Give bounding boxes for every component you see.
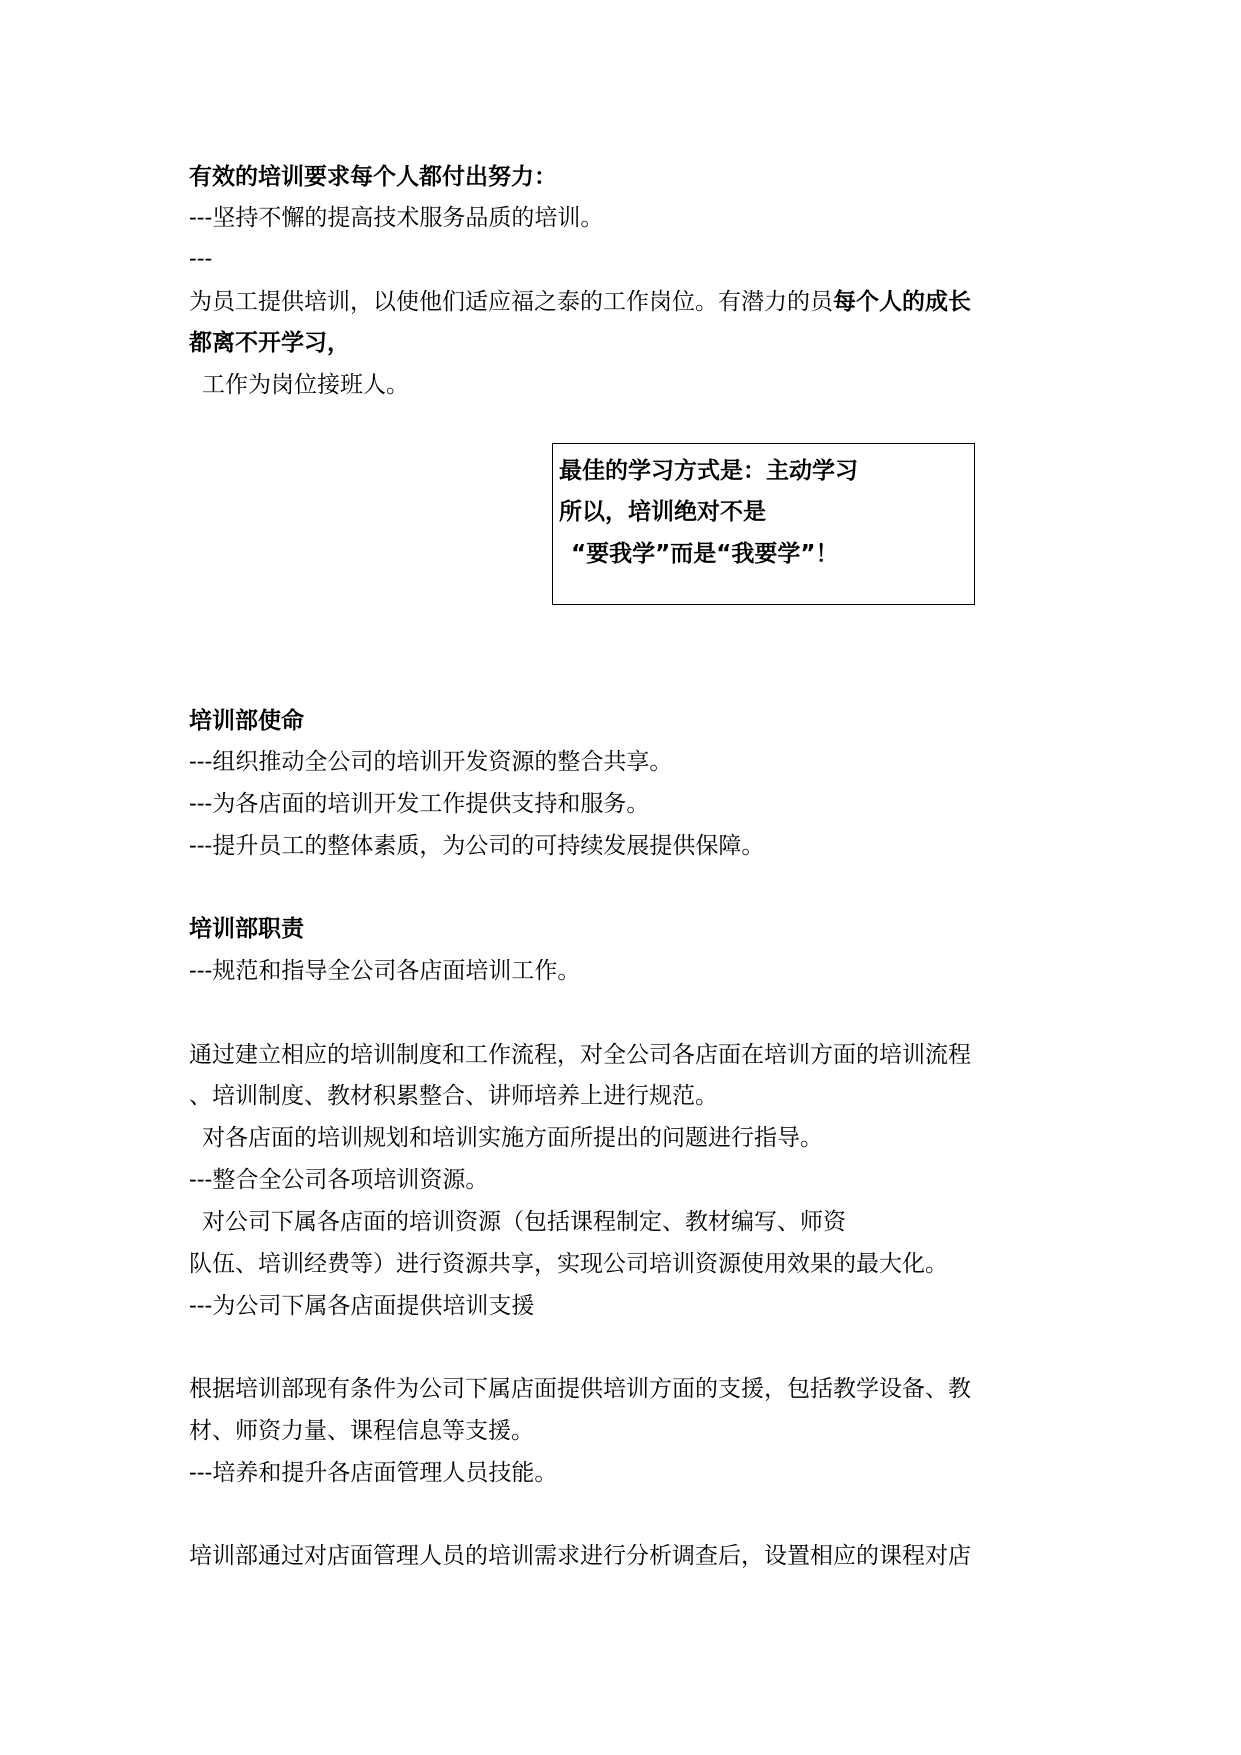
duties-line-2: 通过建立相应的培训制度和工作流程，对全公司各店面在培训方面的培训流程 (189, 1042, 971, 1068)
duties-line-1: ---规范和指导全公司各店面培训工作。 (189, 958, 581, 984)
mission-item-1: ---组织推动全公司的培训开发资源的整合共享。 (189, 749, 673, 775)
intro-line-2: --- (189, 246, 213, 272)
duties-line-6: 对公司下属各店面的培训资源（包括课程制定、教材编写、师资 (202, 1209, 846, 1235)
callout-line-1: 最佳的学习方式是：主动学习 (559, 458, 858, 484)
callout-box (552, 443, 975, 605)
callout-line-3: “要我学”而是“我要学”！ (571, 541, 839, 567)
callout-line-2: 所以，培训绝对不是 (559, 499, 766, 525)
duties-line-9: 根据培训部现有条件为公司下属店面提供培训方面的支援，包括教学设备、教 (189, 1376, 971, 1402)
intro-line-3 (189, 287, 971, 317)
mission-heading: 培训部使命 (189, 708, 304, 734)
duties-line-12: 培训部通过对店面管理人员的培训需求进行分析调查后，设置相应的课程对店 (189, 1543, 971, 1569)
duties-line-5: ---整合全公司各项培训资源。 (189, 1167, 489, 1193)
mission-item-3: ---提升员工的整体素质，为公司的可持续发展提供保障。 (189, 833, 765, 859)
duties-line-3: 、培训制度、教材积累整合、讲师培养上进行规范。 (189, 1083, 718, 1109)
mission-item-2: ---为各店面的培训开发工作提供支持和服务。 (189, 791, 650, 817)
intro-heading: 有效的培训要求每个人都付出努力： (189, 164, 557, 190)
intro-line-1: ---坚持不懈的提高技术服务品质的培训。 (189, 205, 604, 231)
intro-line-5: 工作为岗位接班人。 (202, 372, 409, 398)
duties-line-7: 队伍、培训经费等）进行资源共享，实现公司培训资源使用效果的最大化。 (189, 1251, 948, 1277)
intro-line-3-bold: 每个人的成长 (833, 289, 971, 315)
duties-line-8: ---为公司下属各店面提供培训支援 (189, 1293, 535, 1319)
intro-line-4: 都离不开学习， (189, 330, 350, 356)
intro-line-3-normal: 为员工提供培训，以使他们适应福之泰的工作岗位。有潜力的员 (189, 289, 833, 315)
duties-line-10: 材、师资力量、课程信息等支援。 (189, 1418, 534, 1444)
duties-line-11: ---培养和提升各店面管理人员技能。 (189, 1460, 558, 1486)
duties-heading: 培训部职责 (189, 916, 304, 942)
duties-line-4: 对各店面的培训规划和培训实施方面所提出的问题进行指导。 (202, 1125, 823, 1151)
